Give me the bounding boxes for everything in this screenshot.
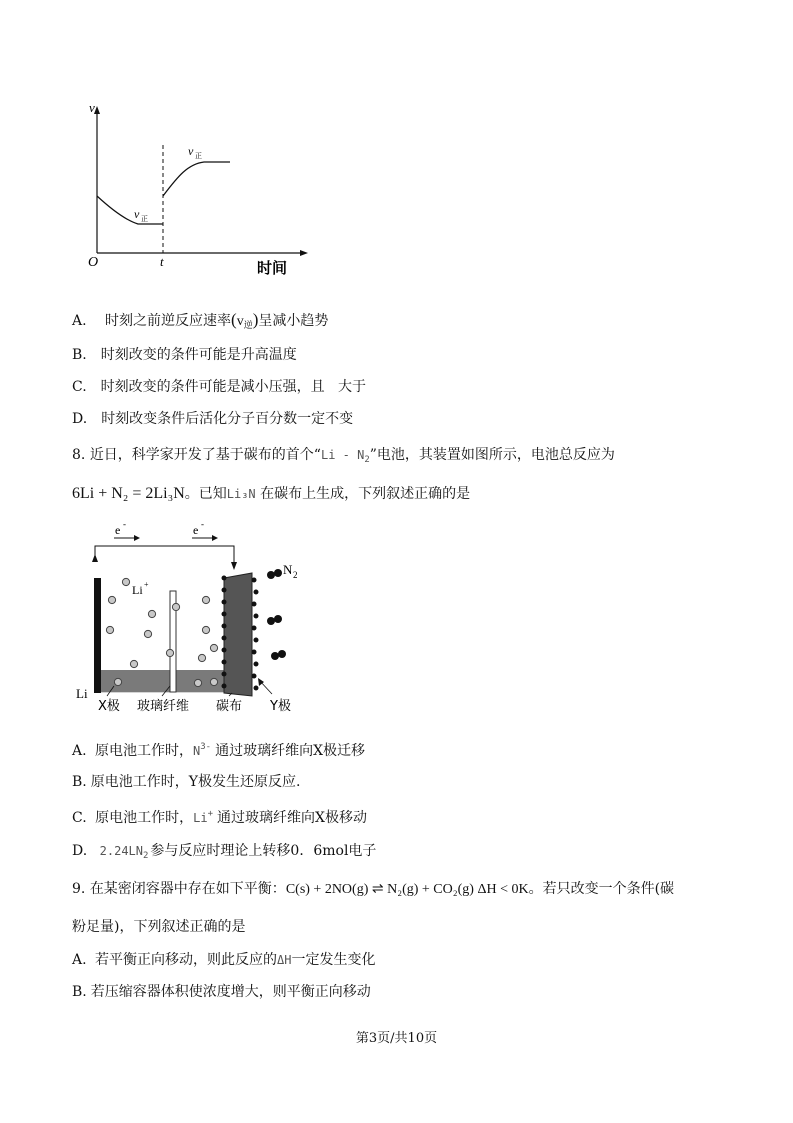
- upper-curve-sub: 正: [195, 152, 202, 160]
- lower-curve: [97, 196, 163, 224]
- n2-sub: 2: [293, 570, 298, 580]
- upper-curve-label: v: [188, 144, 194, 158]
- electron-label-2: e: [193, 523, 199, 537]
- lower-curve-label: v: [134, 207, 140, 221]
- lower-curve-sub: 正: [141, 215, 148, 223]
- li-ion-label: Li: [132, 583, 143, 597]
- svg-text:-: -: [123, 519, 126, 529]
- upper-curve: [163, 162, 230, 196]
- svg-text:-: -: [201, 519, 204, 529]
- electron-arrow-2-icon: [212, 535, 218, 541]
- y-pole-label: Y极: [270, 699, 291, 714]
- glass-fiber-label: 玻璃纤维: [137, 699, 190, 714]
- q8-option-a: A. 原电池工作时，$N^{3-}$ 通过玻璃纤维向X极迁移: [72, 742, 366, 759]
- y-axis-arrow-icon: [94, 106, 100, 114]
- battery-diagram: [74, 518, 314, 718]
- q8-option-b: B. 原电池工作时，Y极发生还原反应.: [72, 774, 301, 790]
- x-axis-arrow-icon: [300, 250, 308, 256]
- q8-option-d: D. $2.24LN_2$ 参与反应时理论上转移0．6mol电子: [72, 843, 377, 861]
- t-label: t: [160, 254, 164, 269]
- x-pole-label: X极: [98, 699, 120, 714]
- origin-label: O: [88, 255, 99, 270]
- q9-option-a: A. 若平衡正向移动，则此反应的ΔH一定发生变化: [72, 952, 376, 968]
- q9-stem-line1: 9. 在某密闭容器中存在如下平衡：C(s) + 2NO(g) ⇌ N₂(g) + CO₂(g) ΔH < 0K。若只改变一个条件(碳: [72, 881, 675, 897]
- n2-label: N: [283, 562, 293, 577]
- q9-option-b: B. 若压缩容器体积使浓度增大，则平衡正向移动: [72, 984, 371, 1000]
- q7-option-d: D. 时刻改变条件后活化分子百分数一定不变: [72, 411, 354, 427]
- electron-label-1: e: [115, 523, 121, 537]
- carbon-cloth-label: 碳布: [216, 699, 243, 714]
- rate-time-graph: [80, 98, 310, 283]
- carbon-cloth: [224, 573, 252, 696]
- y-axis-label: v: [89, 100, 95, 115]
- q8-stem-line2: 6Li + N₂ = 2Li₃N。已知Li₃N 在碳布上生成，下列叙述正确的是: [72, 485, 471, 502]
- q8-option-c: C. 原电池工作时，Li+ 通过玻璃纤维向X极移动: [72, 809, 367, 826]
- q9-equation: C(s) + 2NO(g) ⇌ N₂(g) + CO₂(g) ΔH < 0K: [285, 882, 529, 897]
- q7-option-a: A. 时刻之前逆反应速率$(v_逆)$呈减小趋势: [72, 310, 329, 331]
- n2-molecules: [267, 569, 286, 660]
- wire-up-arrow-icon: [92, 554, 98, 562]
- page-footer: 第3页/共10页: [355, 1031, 438, 1046]
- electron-arrow-1-icon: [134, 535, 140, 541]
- q7-option-c: C. 时刻改变的条件可能是减小压强，且 大于: [72, 379, 367, 395]
- li-electrode: [94, 578, 101, 693]
- li-label: Li: [76, 686, 88, 701]
- wire-down-arrow-icon: [231, 562, 237, 570]
- q9-stem-line2: 粉足量)，下列叙述正确的是: [72, 919, 246, 935]
- q8-stem-line1: 8. 近日，科学家开发了基于碳布的首个“Li - $N_2$”电池，其装置如图所示，电池总反应为: [72, 447, 615, 465]
- q8-equation: 6Li + N₂ = 2Li₃N: [72, 485, 185, 502]
- external-wire: [95, 546, 234, 563]
- li-ion-sup: +: [144, 580, 149, 589]
- q7-option-b: B. 时刻改变的条件可能是升高温度: [72, 347, 297, 363]
- x-axis-label: 时间: [257, 259, 288, 277]
